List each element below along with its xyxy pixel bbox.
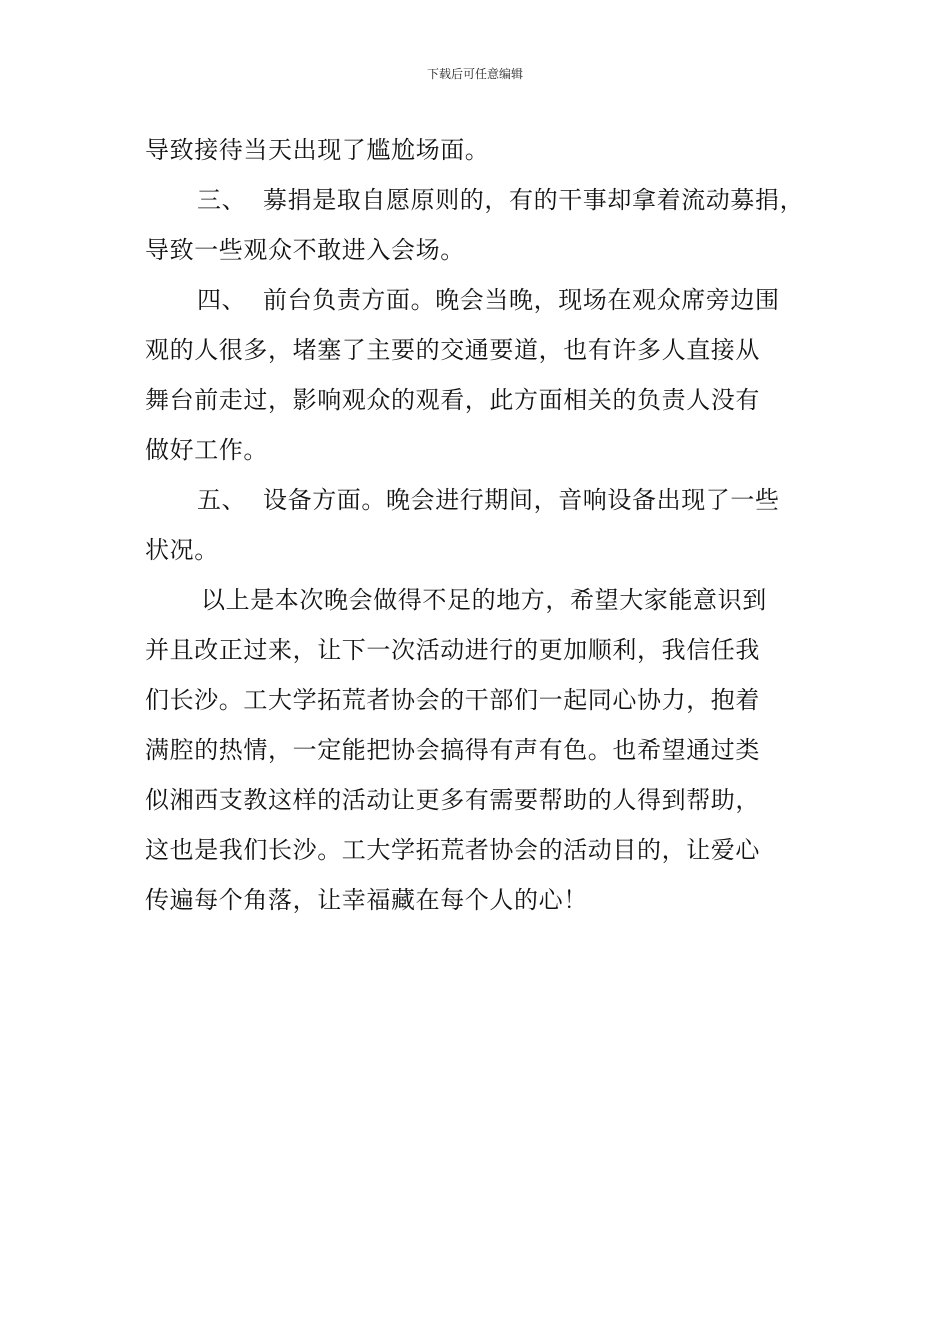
- list-item-number: 三、: [197, 186, 247, 214]
- paragraph-line: 并且改正过来，让下一次活动进行的更加顺利，我信任我: [145, 636, 760, 664]
- paragraph-line: 导致接待当天出现了尴尬场面。: [145, 136, 490, 164]
- paragraph-line: 们长沙。工大学拓荒者协会的干部们一起同心协力，抱着: [145, 686, 760, 714]
- list-item-3: [145, 175, 810, 225]
- paragraph-line: 满腔的热情，一定能把协会搞得有声有色。也希望通过类: [145, 736, 760, 764]
- list-item-text: 募捐是取自愿原则的，有的干事却拿着流动募捐，: [263, 186, 805, 214]
- list-item-text: 前台负责方面。晚会当晚，现场在观众席旁边围: [263, 286, 780, 314]
- paragraph-line: 导致一些观众不敢进入会场。: [145, 236, 465, 264]
- list-item-number: 五、: [197, 486, 247, 514]
- list-item-number: 四、: [197, 286, 247, 314]
- paragraph-line: 这也是我们长沙。工大学拓荒者协会的活动目的，让爱心: [145, 836, 760, 864]
- document-body: [145, 125, 810, 925]
- list-item-5: [145, 475, 810, 525]
- conclusion-first-line: 以上是本次晚会做得不足的地方，希望大家能意识到: [201, 586, 767, 614]
- page-header-note: 下载后可任意编辑: [426, 67, 523, 81]
- paragraph-line: 做好工作。: [145, 436, 268, 464]
- paragraph-line: 观的人很多，堵塞了主要的交通要道，也有许多人直接从: [145, 336, 760, 364]
- paragraph-line: 似湘西支教这样的活动让更多有需要帮助的人得到帮助，: [145, 786, 760, 814]
- paragraph-line: 传遍每个角落，让幸福藏在每个人的心！: [145, 886, 588, 914]
- list-item-4: [145, 275, 810, 325]
- list-item-text: 设备方面。晚会进行期间，音响设备出现了一些: [263, 486, 780, 514]
- paragraph-line: 舞台前走过，影响观众的观看，此方面相关的负责人没有: [145, 386, 760, 414]
- paragraph-line: 状况。: [145, 536, 219, 564]
